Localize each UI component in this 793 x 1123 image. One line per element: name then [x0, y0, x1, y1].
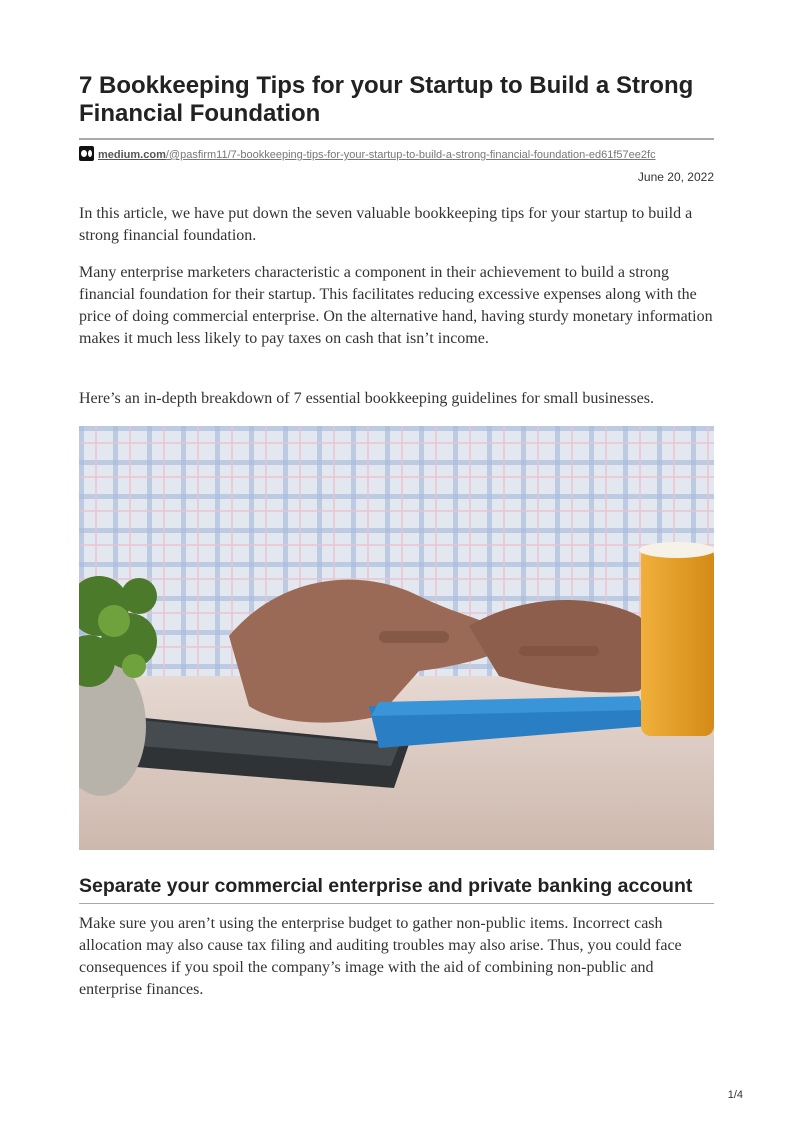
source-line [79, 146, 719, 162]
breakdown-paragraph: Here’s an in-depth breakdown of 7 essential bookkeeping guidelines for small businesses. [79, 390, 654, 407]
body-paragraph: Many enterprise marketers characteristic a component in their achievement to build a strong financial foundation for their startup. This facilitates reducing excessive expenses along with the price of doing commercial enterprise. On the alternative hand, having sturdy monetary information makes it much less likely to pay taxes on cash that isn’t income. [79, 264, 713, 347]
hero-image [79, 426, 714, 850]
section-heading: Separate your commercial enterprise and private banking account [79, 875, 693, 897]
section-paragraph: Make sure you aren’t using the enterprise budget to gather non-public items. Incorrect cash allocation may also cause tax filing and auditing troubles may also arise. Thus, you could face consequences if you spoil the company’s image with the aid of combining non-public and enterprise finances. [79, 915, 682, 998]
intro-paragraph: In this article, we have put down the seven valuable bookkeeping tips for your startup to build a strong financial foundation. [79, 205, 693, 244]
page-number: 1/4 [727, 1089, 743, 1101]
medium-logo-icon [79, 146, 94, 161]
source-domain-link[interactable]: medium.com [98, 149, 166, 161]
title-divider [79, 138, 714, 140]
section-divider [79, 903, 714, 904]
article-title: 7 Bookkeeping Tips for your Startup to Build a Strong Financial Foundation [79, 72, 694, 127]
publish-date: June 20, 2022 [637, 170, 714, 184]
source-path-link[interactable]: /@pasfirm11/7-bookkeeping-tips-for-your-startup-to-build-a-strong-financial-foundation-ed61f57ee2fc [165, 149, 656, 161]
